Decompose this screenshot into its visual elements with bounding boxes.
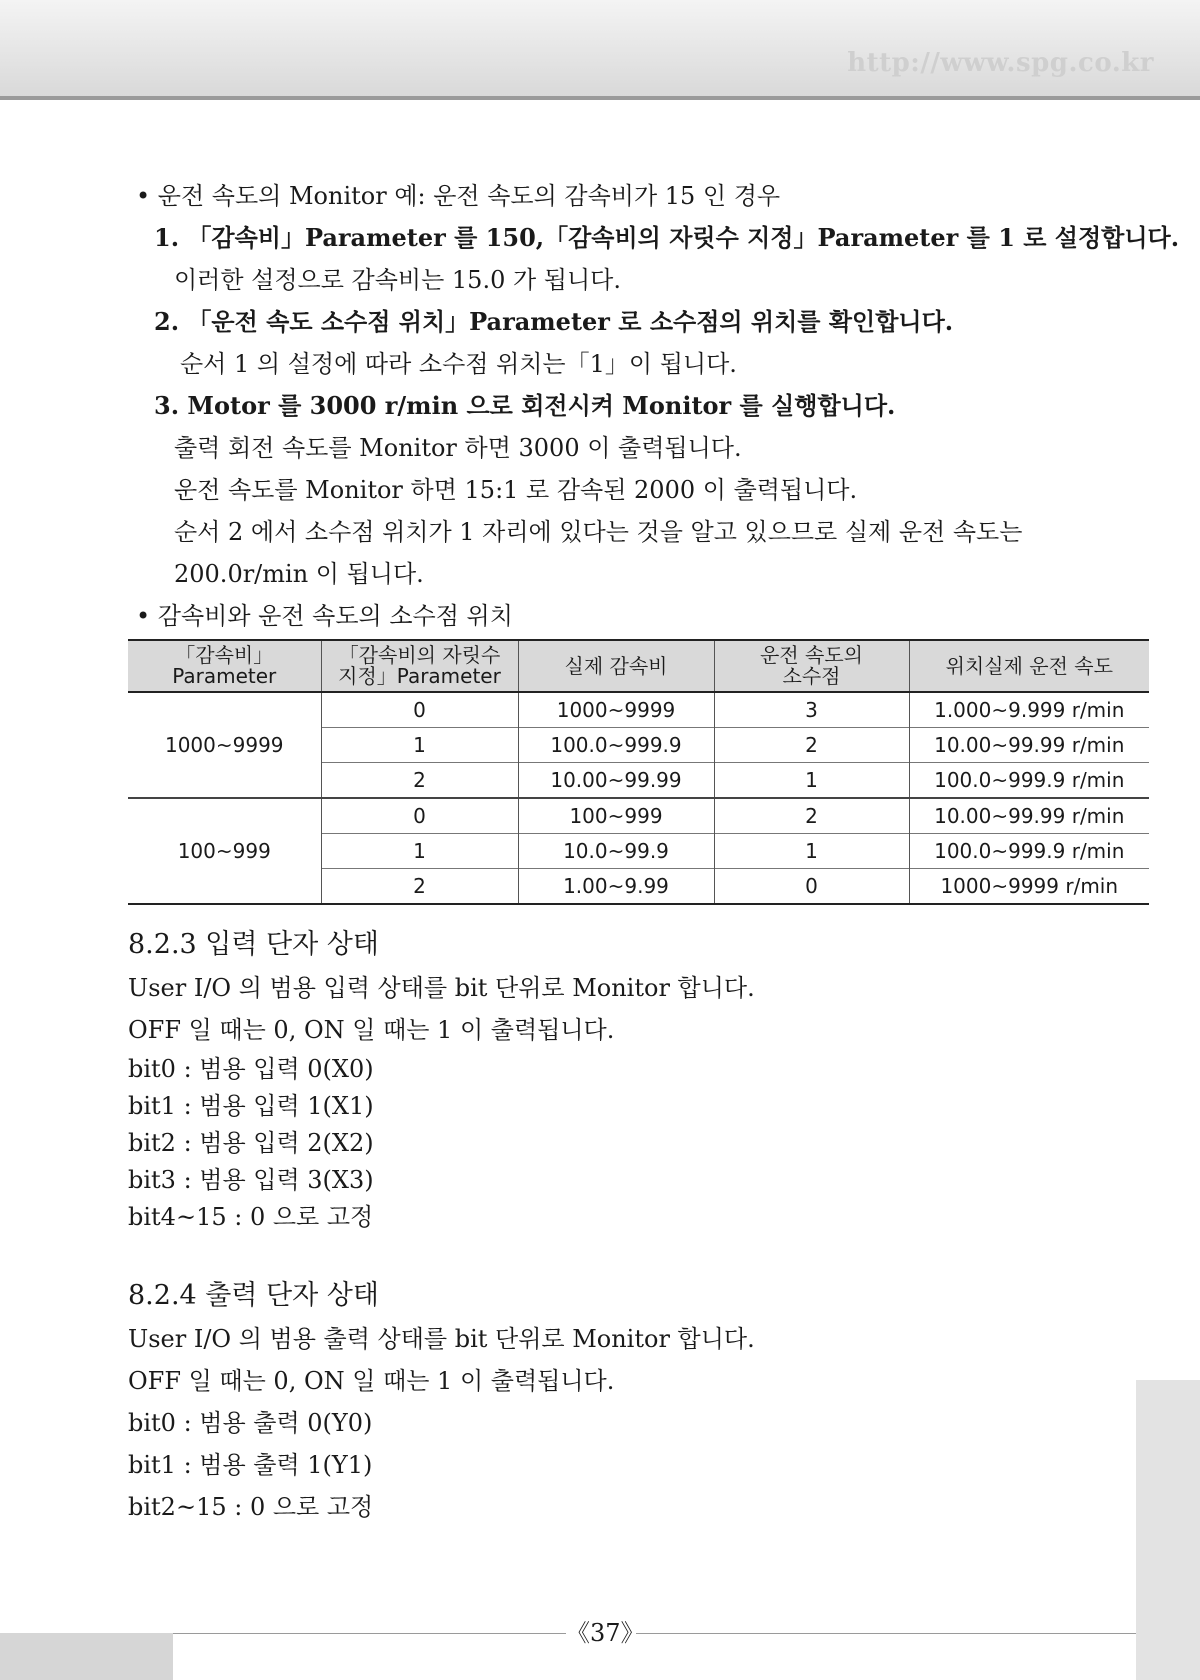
point-cell: 3 <box>714 692 909 728</box>
table-row <box>128 798 1149 834</box>
step-3: 3. Motor 를 3000 r/min 으로 회전시켜 Monitor 를 실행합니다. <box>154 391 896 420</box>
speed-cell: 10.00~99.99 r/min <box>909 728 1149 763</box>
section-824-title: 8.2.4 출력 단자 상태 <box>128 1280 379 1311</box>
speed-cell: 100.0~999.9 r/min <box>909 834 1149 869</box>
digits-cell: 0 <box>321 692 518 728</box>
step-2: 2. 「운전 속도 소수점 위치」Parameter 로 소수점의 위치를 확인합니다. <box>154 307 954 336</box>
ratio-cell: 10.0~99.9 <box>518 834 714 869</box>
side-tab <box>1136 1380 1200 1680</box>
table-header-row <box>128 640 1149 692</box>
page-number: 《37》 <box>566 1615 636 1651</box>
section-823-p2: OFF 일 때는 0, ON 일 때는 1 이 출력됩니다. <box>128 1016 615 1044</box>
step-1: 1. 「감속비」Parameter 를 150,「감속비의 자릿수 지정」Parameter 를 1 로 설정합니다. <box>154 223 1180 252</box>
page-content <box>128 175 1180 1528</box>
ratio-cell: 10.00~99.99 <box>518 763 714 799</box>
intro-bullet-table: • 감속비와 운전 속도의 소수점 위치 <box>136 602 513 630</box>
step-3-desc-1: 출력 회전 속도를 Monitor 하면 3000 이 출력됩니다. <box>174 434 742 462</box>
digits-cell: 1 <box>321 834 518 869</box>
table-row <box>128 692 1149 728</box>
input-bit-item: bit3 : 범용 입력 3(X3) <box>128 1166 374 1194</box>
digits-cell: 1 <box>321 728 518 763</box>
digits-cell: 0 <box>321 798 518 834</box>
footer-left-block <box>0 1633 173 1680</box>
header-url: http://www.spg.co.kr <box>847 48 1154 78</box>
point-cell: 1 <box>714 834 909 869</box>
section-823-title: 8.2.3 입력 단자 상태 <box>128 929 379 960</box>
step-3-desc-2: 운전 속도를 Monitor 하면 15:1 로 감속된 2000 이 출력됩니다. <box>174 476 858 504</box>
section-824-p1: User I/O 의 범용 출력 상태를 bit 단위로 Monitor 합니다. <box>128 1325 755 1353</box>
intro-bullet-example: • 운전 속도의 Monitor 예: 운전 속도의 감속비가 15 인 경우 <box>136 182 781 210</box>
ratio-cell: 100~999 <box>518 798 714 834</box>
ratio-decimal-table <box>128 639 1149 905</box>
section-input-terminal <box>128 923 1148 1236</box>
header-actual-ratio: 실제 감속비 <box>518 640 714 692</box>
section-823-p1: User I/O 의 범용 입력 상태를 bit 단위로 Monitor 합니다. <box>128 974 755 1002</box>
footer-rule <box>173 1633 1136 1634</box>
input-bit-item: bit1 : 범용 입력 1(X1) <box>128 1092 374 1120</box>
header-ratio-param: 「감속비」 Parameter <box>128 640 321 692</box>
step-3-desc-3: 순서 2 에서 소수점 위치가 1 자리에 있다는 것을 알고 있으므로 실제 운전 속도는 <box>174 518 1023 546</box>
speed-cell: 10.00~99.99 r/min <box>909 798 1149 834</box>
group-param-cell: 1000~9999 <box>128 692 321 798</box>
speed-cell: 1.000~9.999 r/min <box>909 692 1149 728</box>
output-bit-item: bit1 : 범용 출력 1(Y1) <box>128 1451 373 1479</box>
input-bit-item: bit4~15 : 0 으로 고정 <box>128 1203 374 1231</box>
header-decimal-point: 운전 속도의 소수점 <box>714 640 909 692</box>
ratio-cell: 1000~9999 <box>518 692 714 728</box>
input-bit-item: bit2 : 범용 입력 2(X2) <box>128 1129 374 1157</box>
output-bit-item: bit0 : 범용 출력 0(Y0) <box>128 1409 373 1437</box>
ratio-cell: 1.00~9.99 <box>518 869 714 905</box>
ratio-cell: 100.0~999.9 <box>518 728 714 763</box>
point-cell: 0 <box>714 869 909 905</box>
group-param-cell: 100~999 <box>128 798 321 904</box>
speed-cell: 1000~9999 r/min <box>909 869 1149 905</box>
step-2-desc: 순서 1 의 설정에 따라 소수점 위치는「1」이 됩니다. <box>180 350 737 378</box>
digits-cell: 2 <box>321 763 518 799</box>
output-bit-item: bit2~15 : 0 으로 고정 <box>128 1493 374 1521</box>
section-output-terminal <box>128 1274 1148 1528</box>
step-3-desc-4: 200.0r/min 이 됩니다. <box>174 560 424 588</box>
header-actual-speed: 위치실제 운전 속도 <box>909 640 1149 692</box>
point-cell: 2 <box>714 728 909 763</box>
step-1-desc: 이러한 설정으로 감속비는 15.0 가 됩니다. <box>174 266 621 294</box>
header-band <box>0 0 1200 100</box>
point-cell: 2 <box>714 798 909 834</box>
digits-cell: 2 <box>321 869 518 905</box>
input-bit-item: bit0 : 범용 입력 0(X0) <box>128 1055 374 1083</box>
point-cell: 1 <box>714 763 909 799</box>
header-digits-param: 「감속비의 자릿수 지정」Parameter <box>321 640 518 692</box>
section-gap <box>128 1236 1148 1274</box>
speed-cell: 100.0~999.9 r/min <box>909 763 1149 799</box>
section-824-p2: OFF 일 때는 0, ON 일 때는 1 이 출력됩니다. <box>128 1367 615 1395</box>
